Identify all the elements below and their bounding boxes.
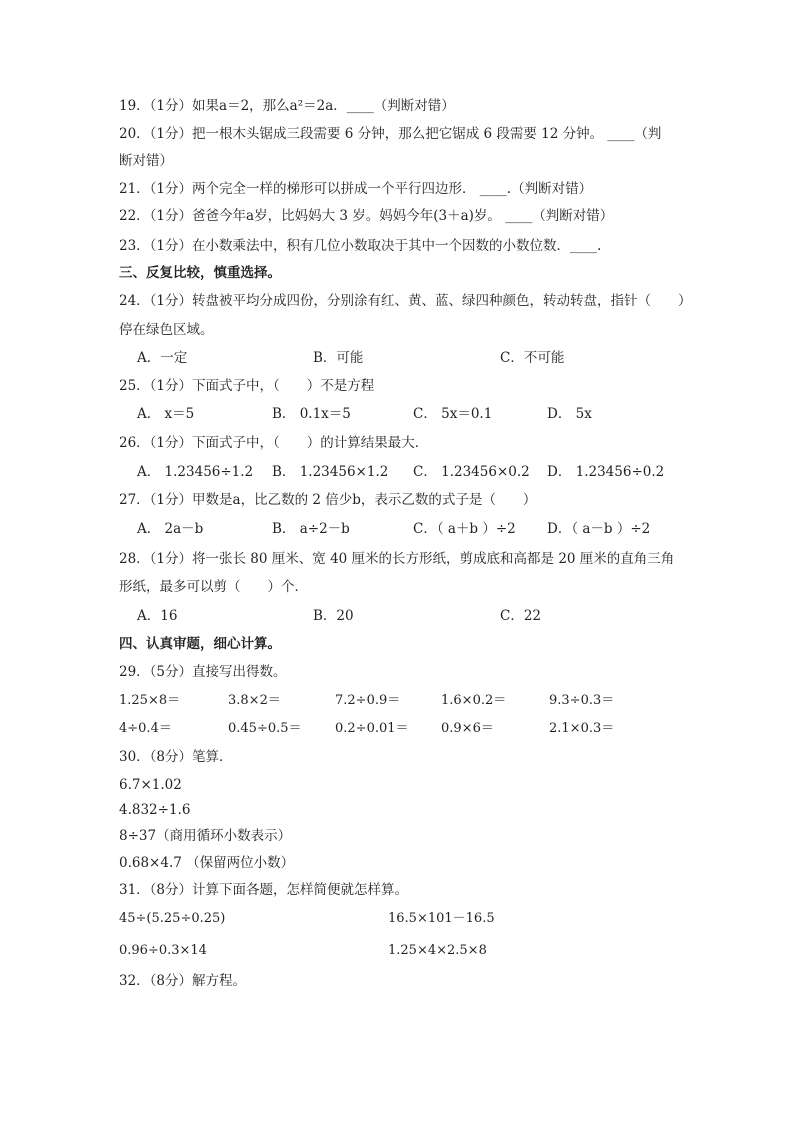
q30-item-3: 8÷37（商用循环小数表示） bbox=[119, 828, 292, 844]
mental-math-item: 0.9×6＝ bbox=[441, 721, 494, 736]
q24-option-a: A．一定 bbox=[137, 350, 188, 366]
mental-math-item: 2.1×0.3＝ bbox=[549, 721, 615, 736]
question-19: 19．（1分）如果a＝2，那么a²＝2a．____（判断对错） bbox=[119, 98, 455, 114]
section-3-heading: 三、反复比较，慎重选择。 bbox=[119, 265, 281, 281]
mental-math-item: 9.3÷0.3＝ bbox=[549, 693, 615, 708]
mental-math-item: 0.2÷0.01＝ bbox=[335, 721, 409, 736]
simplify-item: 1.25×4×2.5×8 bbox=[388, 943, 487, 958]
q24-option-c: C．不可能 bbox=[500, 350, 565, 366]
q26-option-a: A． 1.23456÷1.2 bbox=[137, 464, 254, 480]
q26-option-b: B． 1.23456×1.2 bbox=[272, 464, 389, 480]
question-32: 32．（8分）解方程。 bbox=[119, 973, 247, 989]
question-20: 20．（1分）把一根木头锯成三段需要 6 分钟，那么把它锯成 6 段需要 12 分钟。 ____（判 bbox=[119, 126, 662, 142]
question-29: 29．（5分）直接写出得数。 bbox=[119, 664, 287, 680]
q30-item-1: 6.7×1.02 bbox=[119, 777, 182, 793]
simplify-item: 16.5×101－16.5 bbox=[388, 911, 495, 926]
q27-option-d: D．（ a－b ）÷2 bbox=[547, 521, 651, 537]
question-23: 23．（1分）在小数乘法中，积有几位小数取决于其中一个因数的小数位数．____. bbox=[119, 238, 602, 254]
question-24-cont: 停在绿色区域。 bbox=[119, 322, 214, 338]
question-26: 26．（1分）下面式子中，（ ）的计算结果最大． bbox=[119, 435, 429, 451]
question-22: 22．（1分）爸爸今年a岁，比妈妈大 3 岁。妈妈今年(3＋a)岁。 ____（判断对错） bbox=[119, 208, 614, 224]
q24-option-b: B．可能 bbox=[313, 350, 364, 366]
q25-option-c: C． 5x＝0.1 bbox=[413, 406, 493, 422]
q30-item-2: 4.832÷1.6 bbox=[119, 802, 191, 818]
question-30: 30．（8分）笔算． bbox=[119, 749, 233, 765]
mental-math-item: 1.6×0.2＝ bbox=[441, 693, 507, 708]
simplify-item: 0.96÷0.3×14 bbox=[119, 943, 207, 958]
q26-option-d: D． 1.23456÷0.2 bbox=[547, 464, 665, 480]
q25-option-a: A． x＝5 bbox=[137, 406, 195, 422]
q27-option-c: C．（ a＋b ）÷2 bbox=[413, 521, 516, 537]
q28-option-c: C．22 bbox=[500, 608, 542, 624]
question-27: 27．（1分）甲数是a，比乙数的 2 倍少b，表示乙数的式子是（ ） bbox=[119, 492, 537, 508]
q28-option-b: B．20 bbox=[313, 608, 354, 624]
q30-item-4: 0.68×4.7 （保留两位小数） bbox=[119, 855, 295, 871]
section-4-heading: 四、认真审题，细心计算。 bbox=[119, 636, 281, 652]
question-31: 31．（8分）计算下面各题，怎样简便就怎样算。 bbox=[119, 882, 409, 898]
mental-math-item: 7.2÷0.9＝ bbox=[335, 693, 401, 708]
mental-math-item: 4÷0.4＝ bbox=[119, 721, 172, 736]
q27-option-a: A． 2a－b bbox=[137, 521, 204, 537]
q25-option-d: D． 5x bbox=[547, 406, 592, 422]
q28-option-a: A．16 bbox=[137, 608, 178, 624]
q25-option-b: B． 0.1x＝5 bbox=[272, 406, 351, 422]
question-28: 28．（1分）将一张长 80 厘米、宽 40 厘米的长方形纸，剪成底和高都是 20 厘米的直角三角 bbox=[119, 551, 675, 567]
question-24: 24．（1分）转盘被平均分成四份，分别涂有红、黄、蓝、绿四种颜色，转动转盘，指针（ ） bbox=[119, 293, 692, 309]
question-28-cont: 形纸，最多可以剪（ ）个． bbox=[119, 579, 308, 595]
mental-math-item: 1.25×8＝ bbox=[119, 693, 181, 708]
simplify-item: 45÷(5.25÷0.25) bbox=[119, 911, 226, 926]
q26-option-c: C． 1.23456×0.2 bbox=[413, 464, 530, 480]
question-20-cont: 断对错） bbox=[119, 153, 173, 169]
question-25: 25．（1分）下面式子中，（ ）不是方程 bbox=[119, 378, 375, 394]
question-21: 21．（1分）两个完全一样的梯形可以拼成一个平行四边形． ____.（判断对错） bbox=[119, 181, 593, 197]
mental-math-item: 0.45÷0.5＝ bbox=[228, 721, 302, 736]
mental-math-item: 3.8×2＝ bbox=[228, 693, 281, 708]
q27-option-b: B． a÷2－b bbox=[272, 521, 350, 537]
